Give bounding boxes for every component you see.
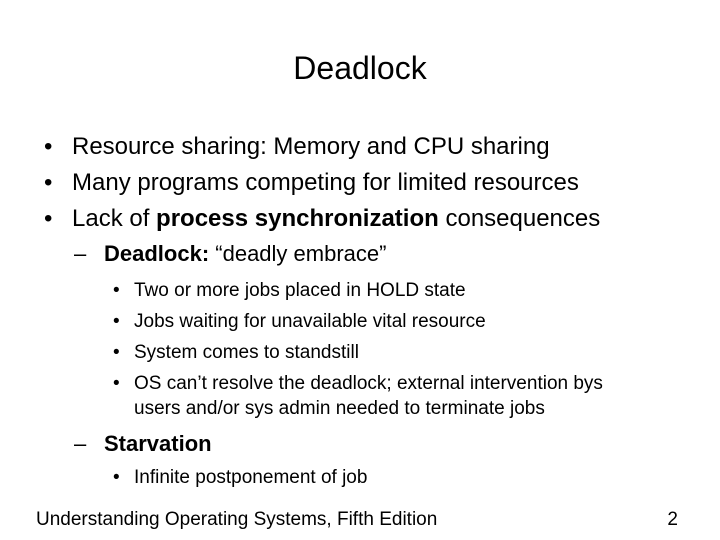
deadlock-description: “deadly embrace”	[209, 241, 387, 266]
bullet-text: Resource sharing: Memory and CPU sharing	[72, 133, 550, 160]
bullet-glyph: •	[113, 280, 120, 301]
bullet-glyph: •	[44, 205, 53, 232]
bullet-text-prefix: Lack of	[72, 205, 157, 232]
deadlock-point-continuation: users and/or sys admin needed to terminate jobs	[134, 398, 545, 419]
bullet-glyph: •	[113, 311, 120, 332]
bullet-glyph: •	[113, 373, 120, 394]
bullet-text-emphasis: process synchronization	[156, 205, 439, 232]
dash-glyph: –	[74, 431, 87, 456]
bullet-glyph: •	[113, 342, 120, 363]
bullet-text-suffix: consequences	[438, 205, 601, 232]
deadlock-point-text: OS can’t resolve the deadlock; external intervention bys	[134, 373, 603, 394]
starvation-label: Starvation	[104, 431, 212, 456]
page-number: 2	[667, 509, 678, 530]
dash-glyph: –	[74, 241, 87, 266]
deadlock-point-text: Two or more jobs placed in HOLD state	[134, 280, 466, 301]
bullet-text	[72, 204, 600, 234]
sub-item-text	[104, 240, 386, 268]
deadlock-point-text: System comes to standstill	[134, 342, 359, 363]
deadlock-point-text: Jobs waiting for unavailable vital resource	[134, 311, 486, 332]
starvation-point-text: Infinite postponement of job	[134, 467, 368, 488]
footer-source: Understanding Operating Systems, Fifth Edition	[36, 509, 438, 530]
bullet-glyph: •	[44, 169, 53, 196]
bullet-text: Many programs competing for limited resources	[72, 169, 579, 196]
bullet-glyph: •	[113, 467, 120, 488]
deadlock-label: Deadlock:	[104, 241, 210, 266]
slide-title: Deadlock	[293, 50, 427, 86]
bullet-glyph: •	[44, 133, 53, 160]
